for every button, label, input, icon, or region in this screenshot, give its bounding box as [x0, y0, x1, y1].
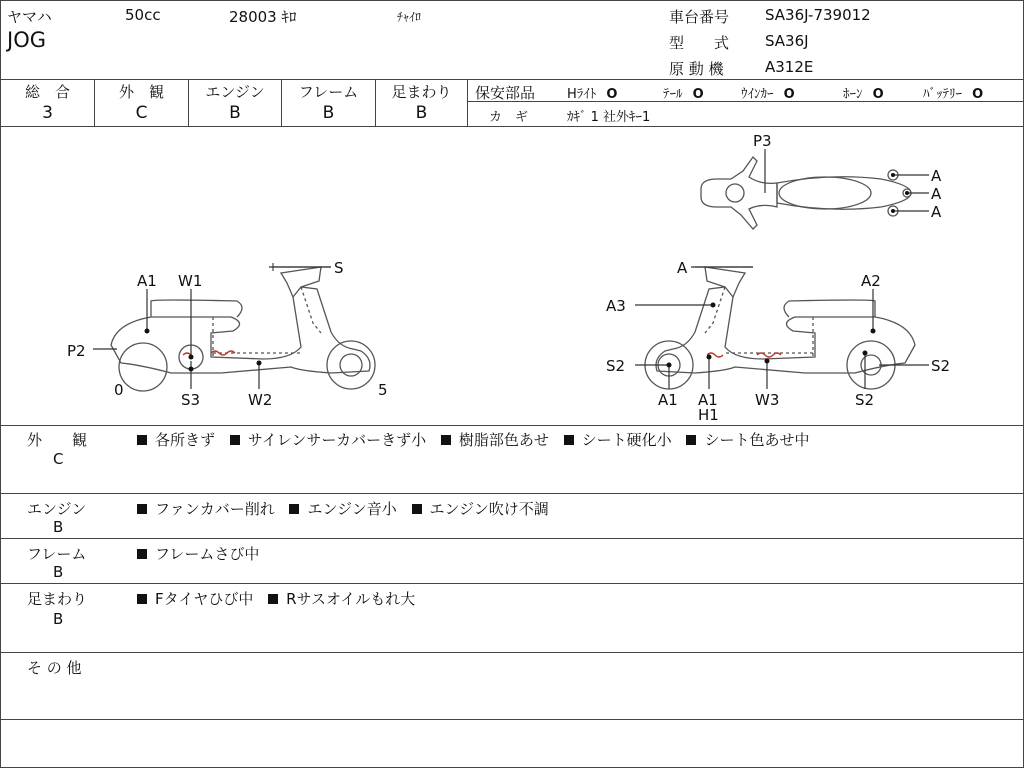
key-value: ｶｷﾞ 1 社外ｷｰ1: [567, 110, 651, 125]
dot-top-a2: [905, 191, 909, 195]
remark-item: エンジン音小: [307, 500, 397, 518]
remark-item: シート硬化小: [581, 431, 672, 449]
remark-item: Rサスオイルもれ大: [286, 590, 416, 608]
frame-no: SA36J-739012: [765, 6, 871, 24]
safety-headlight-name: Hﾗｲﾄ: [567, 87, 597, 102]
displacement: 50cc: [125, 6, 161, 24]
model-name: JOG: [7, 28, 46, 52]
overall-grade-label: 総 合: [24, 83, 70, 101]
dot-s2-front: [667, 363, 672, 368]
remark-other-label: そ の 他: [27, 659, 82, 677]
engine-grade-label: エンジン: [205, 83, 265, 101]
remark-item: シート色あせ中: [704, 431, 810, 449]
scooter-top-view: [701, 157, 911, 229]
label-top-p3: P3: [753, 132, 772, 150]
label-right-a: A: [677, 259, 688, 277]
safety-label: 保安部品: [475, 84, 536, 102]
label-right-w3: W3: [755, 391, 780, 409]
remark-item: Fタイヤひび中: [155, 590, 254, 608]
safety-horn: [843, 83, 884, 102]
label-right-a1-a: A1: [658, 391, 678, 409]
safety-horn-name: ﾎｰﾝ: [843, 87, 863, 102]
suspension-grade-label: 足まわり: [391, 83, 452, 101]
label-left-s: S: [334, 259, 344, 277]
remark-exterior-grade: C: [53, 450, 64, 468]
label-left-5: 5: [378, 381, 388, 399]
remark-engine-grade: B: [53, 518, 64, 536]
label-left-p2: P2: [67, 342, 86, 360]
remark-exterior-label: 外 観: [27, 431, 88, 449]
frame-grade-label: フレーム: [298, 83, 359, 101]
safety-battery: [923, 83, 983, 102]
remark-item: エンジン吹け不調: [429, 500, 549, 518]
type-label: 型 式: [669, 34, 730, 52]
exterior-grade-label: 外 観: [118, 83, 164, 101]
dot-top-a3: [891, 209, 895, 213]
label-left-0: 0: [114, 381, 124, 399]
remark-item: 樹脂部色あせ: [458, 431, 549, 449]
safety-tail-status: O: [692, 87, 704, 102]
remark-item: ファンカバー削れ: [155, 500, 275, 518]
marker-dots-top: [891, 173, 909, 213]
safety-battery-name: ﾊﾞｯﾃﾘｰ: [923, 87, 962, 102]
key-label: カ ギ: [489, 110, 529, 125]
remark-engine-label: エンジン: [27, 500, 87, 518]
label-right-h1: H1: [698, 406, 719, 424]
remark-frame-grade: B: [53, 563, 64, 581]
remark-item: フレームさび中: [155, 545, 260, 563]
label-top-a2: A: [931, 185, 942, 203]
dot-a1-right: [707, 355, 712, 360]
label-right-s2-rear: S2: [855, 391, 875, 409]
engine-grade: B: [229, 103, 241, 123]
leader-lines-top: [765, 149, 929, 211]
frame-grade: B: [322, 103, 335, 123]
dot-s3: [189, 367, 194, 372]
remark-suspension-label: 足まわり: [27, 590, 88, 608]
dot-w2: [257, 361, 262, 366]
dot-w3: [765, 359, 770, 364]
remark-engine-items: [137, 498, 559, 519]
label-right-a1-b: A1: [698, 391, 718, 409]
remark-frame-label: フレーム: [27, 545, 87, 563]
maker: ヤマハ: [7, 8, 52, 26]
safety-winker: [741, 83, 795, 102]
dot-a1: [145, 329, 150, 334]
dot-s2-rear: [863, 351, 868, 356]
suspension-grade: B: [415, 103, 428, 123]
mileage: 28003 ｷﾛ: [229, 8, 297, 26]
remark-item: サイレンサーカバーきず小: [247, 431, 427, 449]
safety-headlight: [567, 83, 617, 102]
safety-tail-name: ﾃｰﾙ: [663, 87, 683, 102]
exterior-grade: C: [135, 103, 148, 123]
remark-frame-items: [137, 543, 269, 564]
safety-horn-status: O: [872, 87, 884, 102]
marker-dots-left: [145, 329, 262, 372]
marker-dots-right: [667, 303, 876, 368]
label-left-s3: S3: [181, 391, 201, 409]
overall-grade: 3: [42, 103, 53, 123]
label-left-a1: A1: [137, 272, 157, 290]
frame-no-label: 車台番号: [669, 8, 730, 26]
remark-suspension-grade: B: [53, 610, 64, 628]
dot-a2: [871, 329, 876, 334]
safety-winker-name: ｳｲﾝｶｰ: [741, 87, 774, 102]
engine-label: 原 動 機: [669, 60, 724, 78]
safety-headlight-status: O: [606, 87, 618, 102]
dot-top-a1: [891, 173, 895, 177]
dot-a3: [711, 303, 716, 308]
label-top-a3: A: [931, 203, 942, 221]
safety-battery-status: O: [972, 87, 984, 102]
dot-w1: [189, 355, 194, 360]
remark-suspension-items: [137, 588, 425, 609]
engine-value: A312E: [765, 58, 814, 76]
remark-exterior-items: [137, 429, 819, 450]
remark-item: 各所きず: [155, 431, 216, 449]
label-right-a3: A3: [606, 297, 626, 315]
color: ﾁｬｲﾛ: [397, 10, 422, 24]
label-right-s2-side: S2: [931, 357, 951, 375]
leader-lines-left: [93, 267, 331, 389]
safety-tail: [663, 83, 704, 102]
label-top-a1: A: [931, 167, 942, 185]
label-left-w2: W2: [248, 391, 273, 409]
type-value: SA36J: [765, 32, 809, 50]
label-left-w1: W1: [178, 272, 203, 290]
safety-winker-status: O: [783, 87, 795, 102]
label-right-a2: A2: [861, 272, 881, 290]
label-right-s2-front: S2: [606, 357, 626, 375]
